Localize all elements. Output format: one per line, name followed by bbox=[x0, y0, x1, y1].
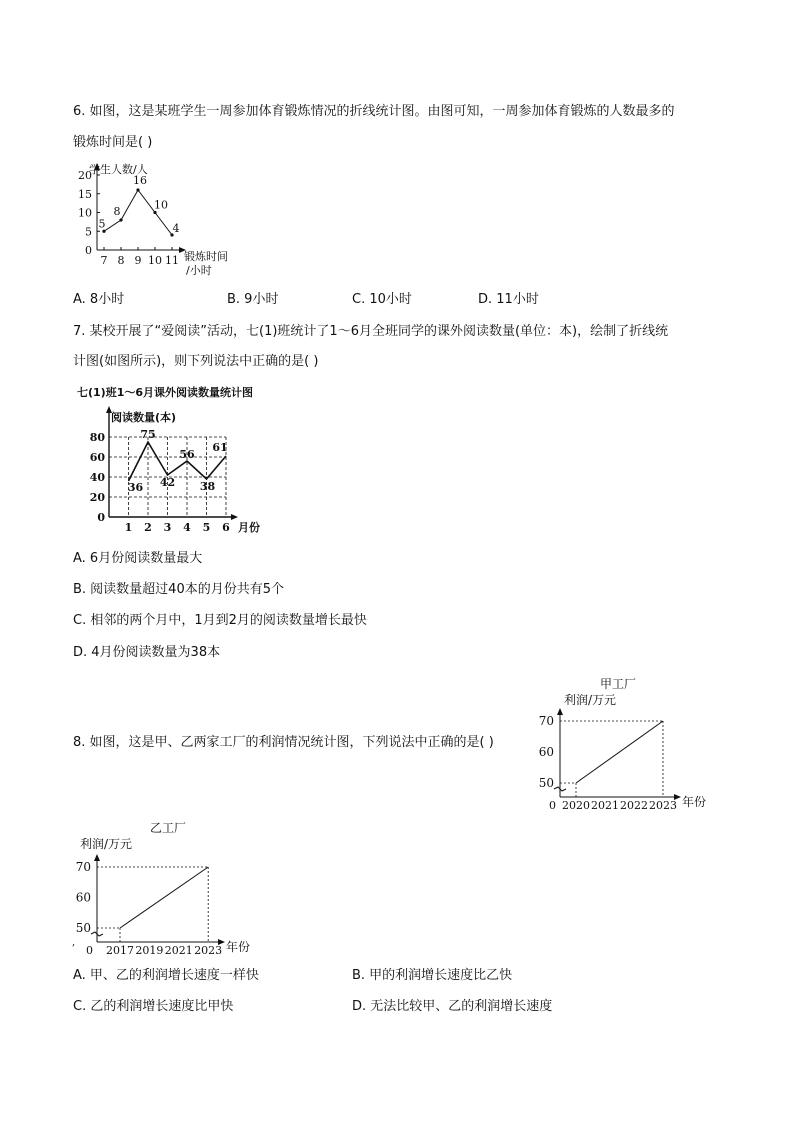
x-axis-label-line1: 锻炼时间 bbox=[184, 250, 228, 263]
x-axis-label: 月份 bbox=[238, 521, 260, 534]
data-point bbox=[136, 188, 139, 191]
x-tick-label: 2020 bbox=[562, 799, 590, 812]
q8-option-b[interactable]: B. 甲的利润增长速度比乙快 bbox=[352, 968, 513, 983]
y-tick-label: 0 bbox=[85, 244, 92, 257]
data-point bbox=[119, 218, 122, 221]
y-tick-label: 60 bbox=[75, 890, 91, 905]
q6-stem-line2: 锻炼时间是( ) bbox=[73, 135, 153, 150]
data-label: 4 bbox=[172, 222, 180, 235]
x-tick-label: 2023 bbox=[649, 799, 677, 812]
y-axis-label: 学生人数/人 bbox=[89, 163, 148, 176]
factory-a-line-chart bbox=[540, 675, 730, 810]
y-tick-label: 70 bbox=[75, 860, 91, 874]
q7-option-c[interactable]: C. 相邻的两个月中，1月到2月的阅读数量增长最快 bbox=[73, 613, 367, 628]
y-tick-label: 5 bbox=[85, 225, 92, 239]
exercise-line-chart bbox=[60, 160, 260, 285]
series-line bbox=[576, 721, 663, 783]
x-tick-label: 3 bbox=[163, 521, 172, 534]
chart-title: 乙工厂 bbox=[150, 821, 187, 835]
q7-option-b[interactable]: B. 阅读数量超过40本的月份共有5个 bbox=[73, 582, 284, 597]
y-tick-label: 20 bbox=[78, 169, 92, 182]
x-tick-label: 4 bbox=[183, 521, 191, 534]
q7-stem-line2: 计图(如图所示)，则下列说法中正确的是( ) bbox=[73, 354, 319, 369]
x-tick-label: 2023 bbox=[194, 944, 223, 957]
q7-option-d[interactable]: D. 4月份阅读数量为38本 bbox=[73, 645, 221, 660]
q8-option-d[interactable]: D. 无法比较甲、乙的利润增长速度 bbox=[352, 999, 553, 1014]
q6-stem-line1: 6. 如图，这是某班学生一周参加体育锻炼情况的折线统计图。由图可知，一周参加体育锻炼的人数最多的 bbox=[73, 104, 675, 119]
y-tick-label: 80 bbox=[89, 431, 105, 444]
y-tick-label: 60 bbox=[89, 451, 105, 464]
y-tick-label: 15 bbox=[78, 187, 92, 201]
data-label: 42 bbox=[159, 476, 176, 489]
reading-line-chart bbox=[80, 403, 280, 538]
q8-option-c[interactable]: C. 乙的利润增长速度比甲快 bbox=[73, 999, 234, 1014]
x-tick-label: 5 bbox=[202, 521, 211, 534]
q6-option-d[interactable]: D. 11小时 bbox=[478, 292, 539, 307]
y-tick-label: 20 bbox=[89, 491, 105, 504]
y-tick-label: 60 bbox=[538, 745, 554, 759]
data-label: 36 bbox=[127, 481, 144, 494]
data-label: 10 bbox=[154, 198, 168, 212]
chart-axes bbox=[72, 854, 225, 948]
y-tick-label: 40 bbox=[89, 471, 105, 484]
data-label: 38 bbox=[199, 480, 216, 493]
q6-option-c[interactable]: C. 10小时 bbox=[352, 292, 412, 307]
y-tick-label: 50 bbox=[75, 921, 91, 935]
x-tick-label: 2019 bbox=[135, 944, 164, 957]
y-tick-label: 10 bbox=[78, 206, 92, 220]
x-tick-label: 1 bbox=[124, 521, 133, 534]
data-label: 16 bbox=[133, 174, 147, 187]
reading-chart-title: 七(1)班1～6月课外阅读数量统计图 bbox=[77, 386, 254, 399]
data-label: 8 bbox=[113, 205, 121, 218]
data-label: 75 bbox=[140, 428, 156, 441]
x-tick-label: 7 bbox=[100, 254, 108, 267]
x-tick-label: 0 bbox=[86, 944, 93, 957]
factory-b-line-chart bbox=[60, 817, 270, 957]
x-tick-label: 2 bbox=[144, 521, 152, 534]
x-tick-label: 9 bbox=[134, 254, 142, 267]
x-axis-label: 年份 bbox=[226, 940, 251, 954]
x-tick-label: 8 bbox=[117, 254, 125, 267]
chart-title: 甲工厂 bbox=[600, 677, 637, 691]
data-label: 5 bbox=[98, 217, 106, 231]
y-axis-label: 阅读数量(本) bbox=[111, 411, 177, 424]
x-tick-label: 10 bbox=[148, 254, 162, 267]
q6-option-a[interactable]: A. 8小时 bbox=[73, 292, 125, 307]
x-tick-label: 2022 bbox=[620, 799, 648, 812]
q8-stem: 8. 如图，这是甲、乙两家工厂的利润情况统计图，下列说法中正确的是( ) bbox=[73, 735, 494, 750]
q7-option-a[interactable]: A. 6月份阅读数量最大 bbox=[73, 551, 203, 566]
y-tick-label: 0 bbox=[97, 511, 105, 524]
x-tick-label: 2021 bbox=[164, 944, 193, 957]
y-axis-label: 利润/万元 bbox=[80, 837, 133, 851]
data-label: 61 bbox=[212, 441, 228, 454]
x-tick-label: 11 bbox=[165, 254, 179, 267]
x-axis-label-line2: /小时 bbox=[186, 264, 212, 277]
x-tick-label: 2017 bbox=[106, 944, 134, 957]
data-label: 56 bbox=[179, 448, 195, 461]
x-tick-label: 2021 bbox=[591, 799, 619, 812]
q7-stem-line1: 7. 某校开展了“爱阅读”活动，七(1)班统计了1～6月全班同学的课外阅读数量(单位：本)，绘制了折线统 bbox=[73, 324, 669, 339]
q8-option-a[interactable]: A. 甲、乙的利润增长速度一样快 bbox=[73, 968, 259, 983]
y-tick-label: 70 bbox=[538, 714, 554, 728]
x-tick-label: 0 bbox=[549, 799, 556, 812]
x-axis-label: 年份 bbox=[682, 795, 707, 809]
svg-text:,: , bbox=[72, 937, 76, 948]
y-axis-label: 利润/万元 bbox=[564, 693, 617, 707]
x-tick-label: 6 bbox=[222, 521, 230, 534]
y-tick-label: 50 bbox=[538, 776, 554, 790]
q6-option-b[interactable]: B. 9小时 bbox=[227, 292, 279, 307]
series-line bbox=[120, 867, 208, 928]
